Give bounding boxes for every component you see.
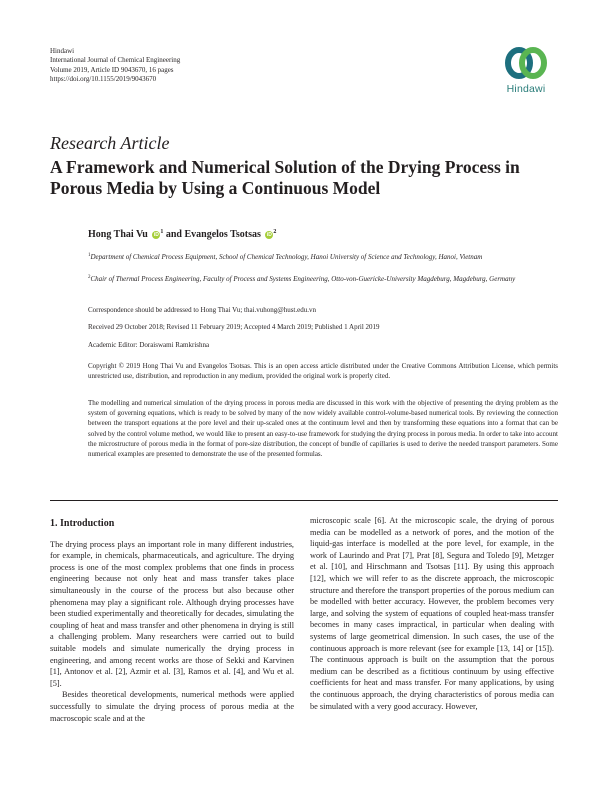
- orcid-icon[interactable]: iD: [266, 232, 272, 238]
- journal-header: [50, 47, 180, 84]
- affiliation-text: Department of Chemical Process Equipment, School of Chemical Technology, Hanoi University of Science and Technology, Hanoi, Vietnam: [90, 253, 483, 261]
- affiliation: [88, 251, 558, 262]
- paragraph: The drying process plays an important role in many different industries, for example, in chemicals, pharmaceuticals, and agriculture. The drying process is one of the most complex problems that one finds in process engineering because not only heat and mass transfer takes place simultaneously in the course of the process but also because other phenomena may play a significant role. Although drying processes have been studied experimentally and theoretically for decades, simulating the coupling of heat and mass transfer and other phenomena in drying is still a challenging problem. Many researchers were carried out to build suitable models and simulate numerically the drying process in engineering, and among recent works are those of Sekki and Karvinen [1], Antonov et al. [2], Azmir et al. [3], Ramos et al. [4], and Wu et al. [5].: [50, 539, 294, 688]
- affiliation: [88, 273, 558, 284]
- paragraph: Besides theoretical developments, numerical methods were applied successfully to simulate the drying process of porous media at the macroscopic scale and at the: [50, 690, 294, 723]
- author-affil-sup: 2: [273, 229, 277, 235]
- affiliation-text: Chair of Thermal Process Engineering, Faculty of Process and Systems Engineering, Otto-von-Guericke-University Magdeburg, Magdeburg, Germany: [90, 275, 516, 283]
- publisher-name: Hindawi: [50, 47, 75, 55]
- section-heading: 1. Introduction: [50, 518, 115, 529]
- article-title: A Framework and Numerical Solution of the Drying Process in Porous Media by Using a Continuous Model: [50, 157, 520, 198]
- hindawi-logo-icon: [505, 45, 547, 81]
- right-column: [310, 515, 554, 712]
- volume-line: Volume 2019, Article ID 9043670, 16 pages: [50, 65, 174, 74]
- logo-wordmark: Hindawi: [506, 83, 546, 95]
- hindawi-logo: [497, 45, 555, 105]
- journal-name: International Journal of Chemical Engineering: [50, 56, 181, 65]
- article-type: Research Article: [50, 133, 170, 153]
- doi-link[interactable]: https://doi.org/10.1155/2019/9043670: [50, 74, 157, 83]
- orcid-icon[interactable]: iD: [153, 232, 159, 238]
- left-column: [50, 515, 294, 724]
- copyright-notice: Copyright © 2019 Hong Thai Vu and Evangelos Tsotsas. This is an open access article distributed under the Creative Commons Attribution License, which permits unrestricted use, distribution, and reproduction in any medium, provided the original work is properly cited.: [88, 362, 558, 380]
- publication-dates: Received 29 October 2018; Revised 11 February 2019; Accepted 4 March 2019; Published 1 April 2019: [88, 323, 380, 331]
- author-name[interactable]: Evangelos Tsotsas: [184, 229, 261, 240]
- paragraph: microscopic scale [6]. At the microscopic scale, the drying of porous media can be modelled as a network of pores, and the motion of the liquid-gas interface is modelled at the pore level, for example, in the work of Laurindo and Prat [7], Prat [8], Segura and Toledo [9], Metzger et al. [10], and Hirschmann and Tsotsas [11]. By using this approach [12], which we will refer to as the discrete approach, the microscopic structure and therefore the transport properties of the porous medium can be modelled with better accuracy. However, the problem becomes very large, and solving the system of equations of coupled heat-mass transfer becomes in many cases impractical, in particular when dealing with systems of large geometrical dimension. In such cases, the use of the continuous approach is more relevant (see for example [13, 14] or [15]). The continuous approach is built on the assumption that the porous medium can be described as a fictitious continuum by using effective coefficients for heat and mass transfer. For many applications, by using the continuous approach, the drying characteristics of porous media can be simulated with a very good accuracy. However,: [310, 516, 554, 711]
- author-joiner: and: [165, 229, 182, 240]
- author-list: [88, 229, 276, 240]
- section-divider: [50, 500, 558, 501]
- author-name[interactable]: Hong Thai Vu: [88, 229, 148, 240]
- correspondence: Correspondence should be addressed to Hong Thai Vu; thai.vuhong@hust.edu.vn: [88, 306, 316, 314]
- academic-editor: Academic Editor: Doraiswami Ramkrishna: [88, 341, 210, 349]
- affiliation-sup: 1: [88, 253, 91, 258]
- abstract: The modelling and numerical simulation of the drying process in porous media are discussed in this work with the objective of presenting the drying problem as the system of governing equations, which is ready to be solved by many of the now widely available control-volume-based numerical tools. By reviewing the connection between the transport equations at the pore level and their up-scaled ones at the continuum level and then by transforming these equations into a format that can be solved by the control volume method, we would like to present an easy-to-use framework for studying the drying process in porous media. In order to take into account the microstructure of porous media in the format of pore-size distribution, the concept of bundle of capillaries is used to derive the needed transport parameters. Some numerical examples are presented to demonstrate the use of the presented formulas.: [88, 399, 558, 459]
- affiliation-sup: 2: [88, 275, 91, 280]
- author-affil-sup: 1: [160, 229, 164, 235]
